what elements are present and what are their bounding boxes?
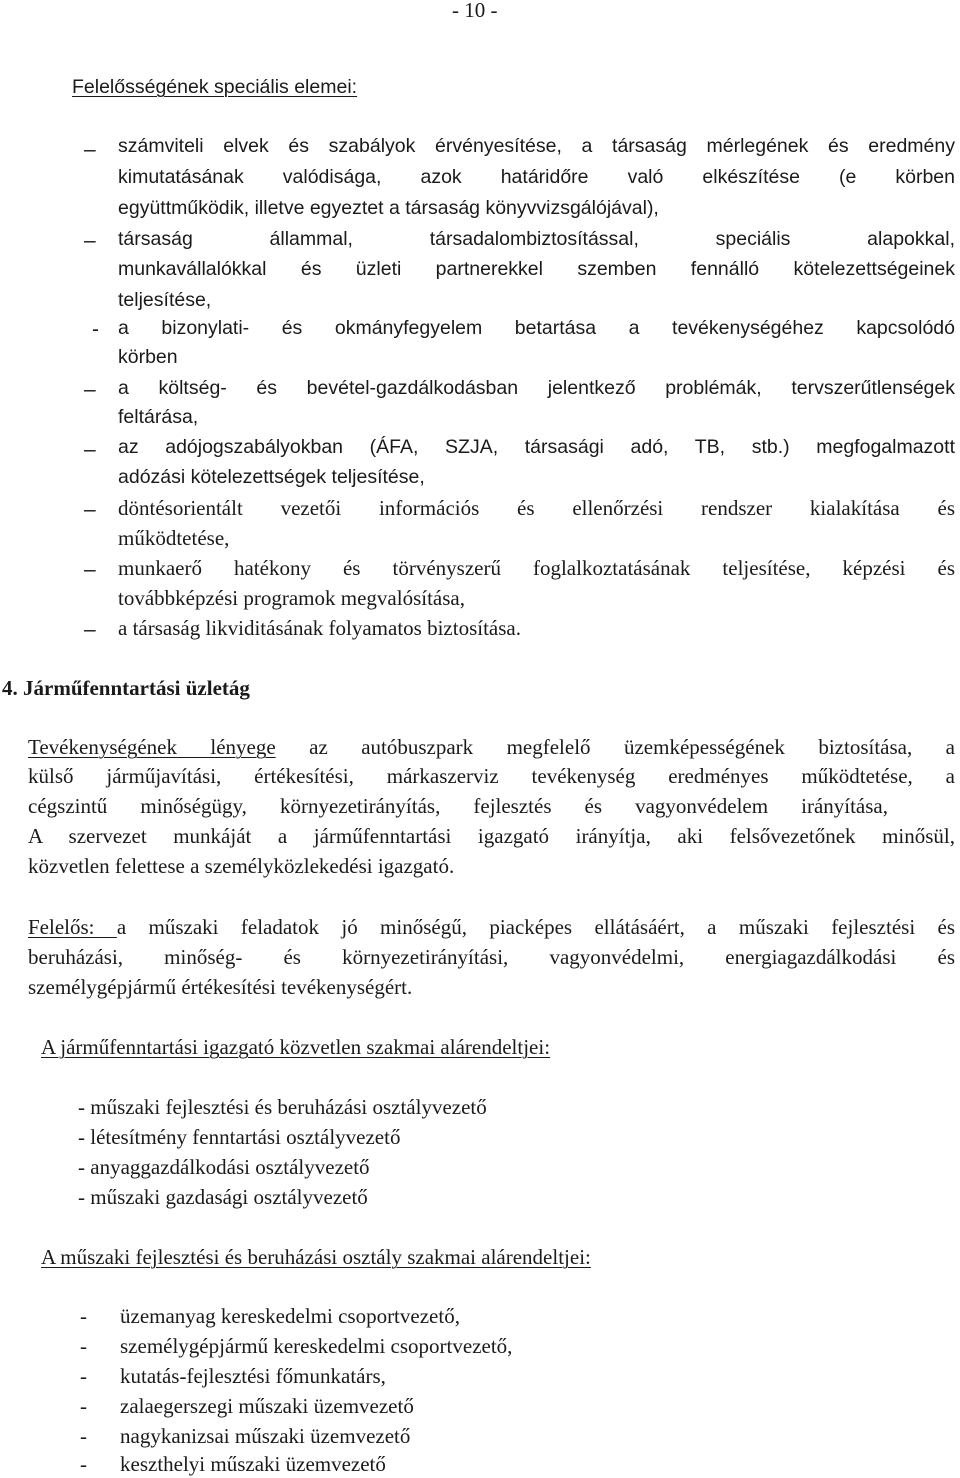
responsible-text: a műszaki feladatok jó minőségű, piacképes ellátásáért, a műszaki fejlesztési és <box>116 915 956 939</box>
essence-line <box>28 735 955 760</box>
department-item: személygépjármű kereskedelmi csoportvezető, <box>120 1334 513 1358</box>
responsible-line <box>28 915 955 940</box>
essence-line: A szervezet munkáját a járműfenntartási igazgató irányítja, aki felsővezetőnek minősül, <box>28 824 955 848</box>
section-heading: 4. Járműfenntartási üzletág <box>2 676 250 700</box>
essence-line: cégszintű minőségügy, környezetirányítás, fejlesztés és vagyonvédelem irányítása, <box>28 794 888 818</box>
subordinate-item: - műszaki fejlesztési és beruházási osztályvezető <box>78 1095 487 1119</box>
list-hyphen: - <box>80 1424 87 1448</box>
subordinate-item: - létesítmény fenntartási osztályvezető <box>78 1125 401 1149</box>
list-item-line: kimutatásának valódisága, azok határidőre való elkészítése (e körben <box>118 166 955 188</box>
subordinate-item: - műszaki gazdasági osztályvezető <box>78 1185 368 1209</box>
responsible-line: személygépjármű értékesítési tevékenységért. <box>28 975 413 999</box>
list-hyphen: - <box>80 1364 87 1388</box>
list-item-line: számviteli elvek és szabályok érvényesítése, a társaság mérlegének és eredmény <box>118 135 955 157</box>
list-item-line: adózási kötelezettségek teljesítése, <box>118 466 425 488</box>
subordinates-heading: A járműfenntartási igazgató közvetlen szakmai alárendeltjei: <box>41 1035 551 1059</box>
department-heading: A műszaki fejlesztési és beruházási osztály szakmai alárendeltjei: <box>41 1245 591 1269</box>
essence-line: külső járműjavítási, értékesítési, márkaszerviz tevékenység eredményes működtetése, a <box>28 764 955 788</box>
list-item-line: társaság állammal, társadalombiztosítással, speciális alapokkal, <box>118 228 955 250</box>
list-item-line: munkaerő hatékony és törvényszerű foglalkoztatásának teljesítése, képzési és <box>118 556 955 580</box>
subordinate-item: - anyaggazdálkodási osztályvezető <box>78 1155 370 1179</box>
list-hyphen: - <box>80 1334 87 1358</box>
essence-text: az autóbuszpark megfelelő üzemképességének biztosítása, a <box>275 735 955 759</box>
list-item-line: a bizonylati- és okmányfegyelem betartása a tevékenységéhez kapcsolódó <box>118 317 955 339</box>
list-dash: – <box>84 229 96 252</box>
list-item-line: munkavállalókkal és üzleti partnerekkel szemben fennálló kötelezettségeinek <box>118 258 955 280</box>
list-item-line: működtetése, <box>118 526 230 550</box>
responsible-label: Felelős: <box>28 915 117 939</box>
department-item: zalaegerszegi műszaki üzemvezető <box>120 1394 414 1418</box>
list-dash: – <box>84 618 96 641</box>
list-item-line: feltárása, <box>118 406 199 428</box>
list-hyphen: - <box>80 1452 87 1476</box>
list-item-line: teljesítése, <box>118 289 212 311</box>
department-item: üzemanyag kereskedelmi csoportvezető, <box>120 1304 460 1328</box>
list-hyphen: - <box>80 1304 87 1328</box>
list-dash: – <box>84 558 96 581</box>
list-dash: – <box>84 498 96 521</box>
list-item-line: a költség- és bevétel-gazdálkodásban jelentkező problémák, tervszerűtlenségek <box>118 377 955 399</box>
essence-label: Tevékenységének lényege <box>28 735 276 759</box>
list-hyphen: - <box>80 1394 87 1418</box>
list-item-line: döntésorientált vezetői információs és ellenőrzési rendszer kialakítása és <box>118 496 955 520</box>
responsibility-heading: Felelősségének speciális elemei: <box>72 76 358 98</box>
responsible-line: beruházási, minőség- és környezetirányítási, vagyonvédelmi, energiagazdálkodási és <box>28 945 955 969</box>
list-dash: – <box>84 438 96 461</box>
list-dash: – <box>84 378 96 401</box>
essence-line: közvetlen felettese a személyközlekedési igazgató. <box>28 854 455 878</box>
page-number: - 10 - <box>452 0 498 22</box>
department-item: keszthelyi műszaki üzemvezető <box>120 1452 386 1476</box>
list-item-line: továbbképzési programok megvalósítása, <box>118 586 465 610</box>
department-item: nagykanizsai műszaki üzemvezető <box>120 1424 411 1448</box>
list-item-line: együttműködik, illetve egyeztet a társaság könyvvizsgálójával), <box>118 197 659 219</box>
list-item-line: a társaság likviditásának folyamatos biztosítása. <box>118 616 521 640</box>
list-hyphen: - <box>92 318 99 341</box>
list-item-line: körben <box>118 346 178 368</box>
list-item-line: az adójogszabályokban (ÁFA, SZJA, társasági adó, TB, stb.) megfogalmazott <box>118 436 955 458</box>
department-item: kutatás-fejlesztési főmunkatárs, <box>120 1364 386 1388</box>
list-dash: – <box>84 138 96 161</box>
